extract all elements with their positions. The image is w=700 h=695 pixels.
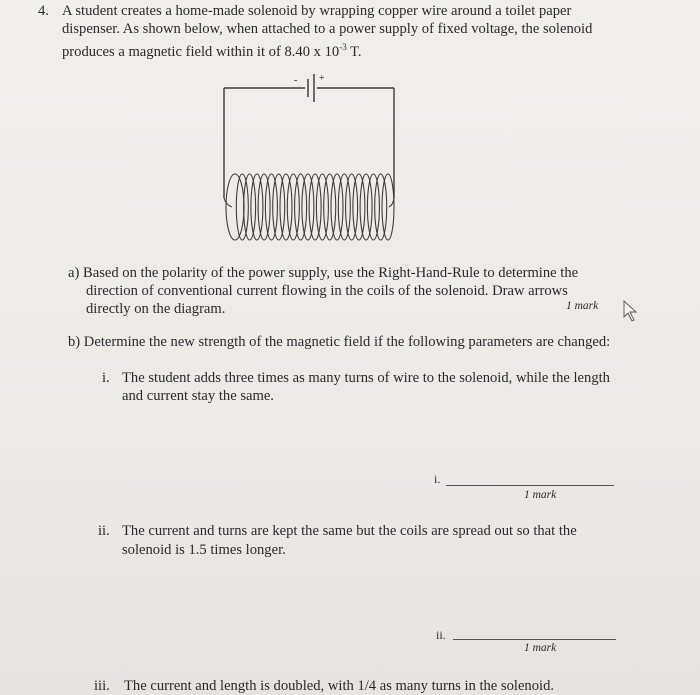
coil-loop <box>309 174 321 240</box>
coil-loop <box>375 174 387 240</box>
coil-loop <box>302 174 314 240</box>
part-a-line-3: directly on the diagram. <box>86 301 226 317</box>
part-b-iii-label: iii. <box>94 678 110 694</box>
part-b-i-label: i. <box>102 370 110 386</box>
coil-lead-left <box>224 198 232 207</box>
part-b-ii-label: ii. <box>98 523 110 539</box>
answer-ii-line[interactable] <box>453 639 616 640</box>
coil-loop <box>338 174 350 240</box>
question-number: 4. <box>38 3 49 19</box>
coil-loop <box>236 174 248 240</box>
part-b-ii-marks: 1 mark <box>524 642 557 654</box>
coil-loop <box>324 174 336 240</box>
part-a-marks: 1 mark <box>566 300 599 312</box>
part-b-ii-line-2: solenoid is 1.5 times longer. <box>122 542 286 558</box>
coil-loop <box>346 174 358 240</box>
part-b-i-line-2: and current stay the same. <box>122 388 274 404</box>
coil-loop <box>331 174 343 240</box>
coil-loop <box>244 174 256 240</box>
coil-loop <box>265 174 277 240</box>
coil-loop <box>295 174 307 240</box>
exponent: -3 <box>339 42 347 52</box>
question-intro-line-2: dispenser. As shown below, when attached to a power supply of fixed voltage, the solenoid <box>62 21 593 37</box>
question-intro-line-1: A student creates a home-made solenoid by wrapping copper wire around a toilet paper <box>62 3 572 19</box>
answer-i-line[interactable] <box>446 485 614 486</box>
battery-icon <box>308 74 314 102</box>
coil-loop <box>316 174 328 240</box>
question-intro-line-3-text: produces a magnetic field within it of 8.40 x 10 <box>62 44 340 60</box>
unit-text: T. <box>346 44 362 60</box>
part-b-ii-line-1: The current and turns are kept the same but the coils are spread out so that the <box>122 523 577 539</box>
coil-loop <box>360 174 372 240</box>
coil-loop <box>226 174 244 240</box>
answer-i-label: i. <box>434 472 441 486</box>
battery-negative-label: - <box>294 75 298 86</box>
coil-loop <box>287 174 299 240</box>
coil-loop <box>382 174 394 240</box>
coil-loop <box>251 174 263 240</box>
coil-loop <box>353 174 365 240</box>
part-b-iii-line-1: The current and length is doubled, with 1/4 as many turns in the solenoid. <box>124 678 555 694</box>
coil-lead-right <box>389 198 394 207</box>
part-a-line-2: direction of conventional current flowing in the coils of the solenoid. Draw arrows <box>86 283 568 299</box>
part-b-i-marks: 1 mark <box>524 489 557 501</box>
battery-positive-label: + <box>319 73 325 84</box>
part-a-line-1: a) Based on the polarity of the power supply, use the Right-Hand-Rule to determine the <box>68 265 579 281</box>
coil-loop <box>258 174 270 240</box>
coil-loop <box>280 174 292 240</box>
coil-loop <box>367 174 379 240</box>
answer-ii-label: ii. <box>436 628 446 642</box>
solenoid-coil <box>224 174 394 240</box>
coil-loop <box>273 174 285 240</box>
part-b-heading: b) Determine the new strength of the magnetic field if the following parameters are changed: <box>68 334 611 350</box>
part-b-i-line-1: The student adds three times as many turns of wire to the solenoid, while the length <box>122 370 610 386</box>
